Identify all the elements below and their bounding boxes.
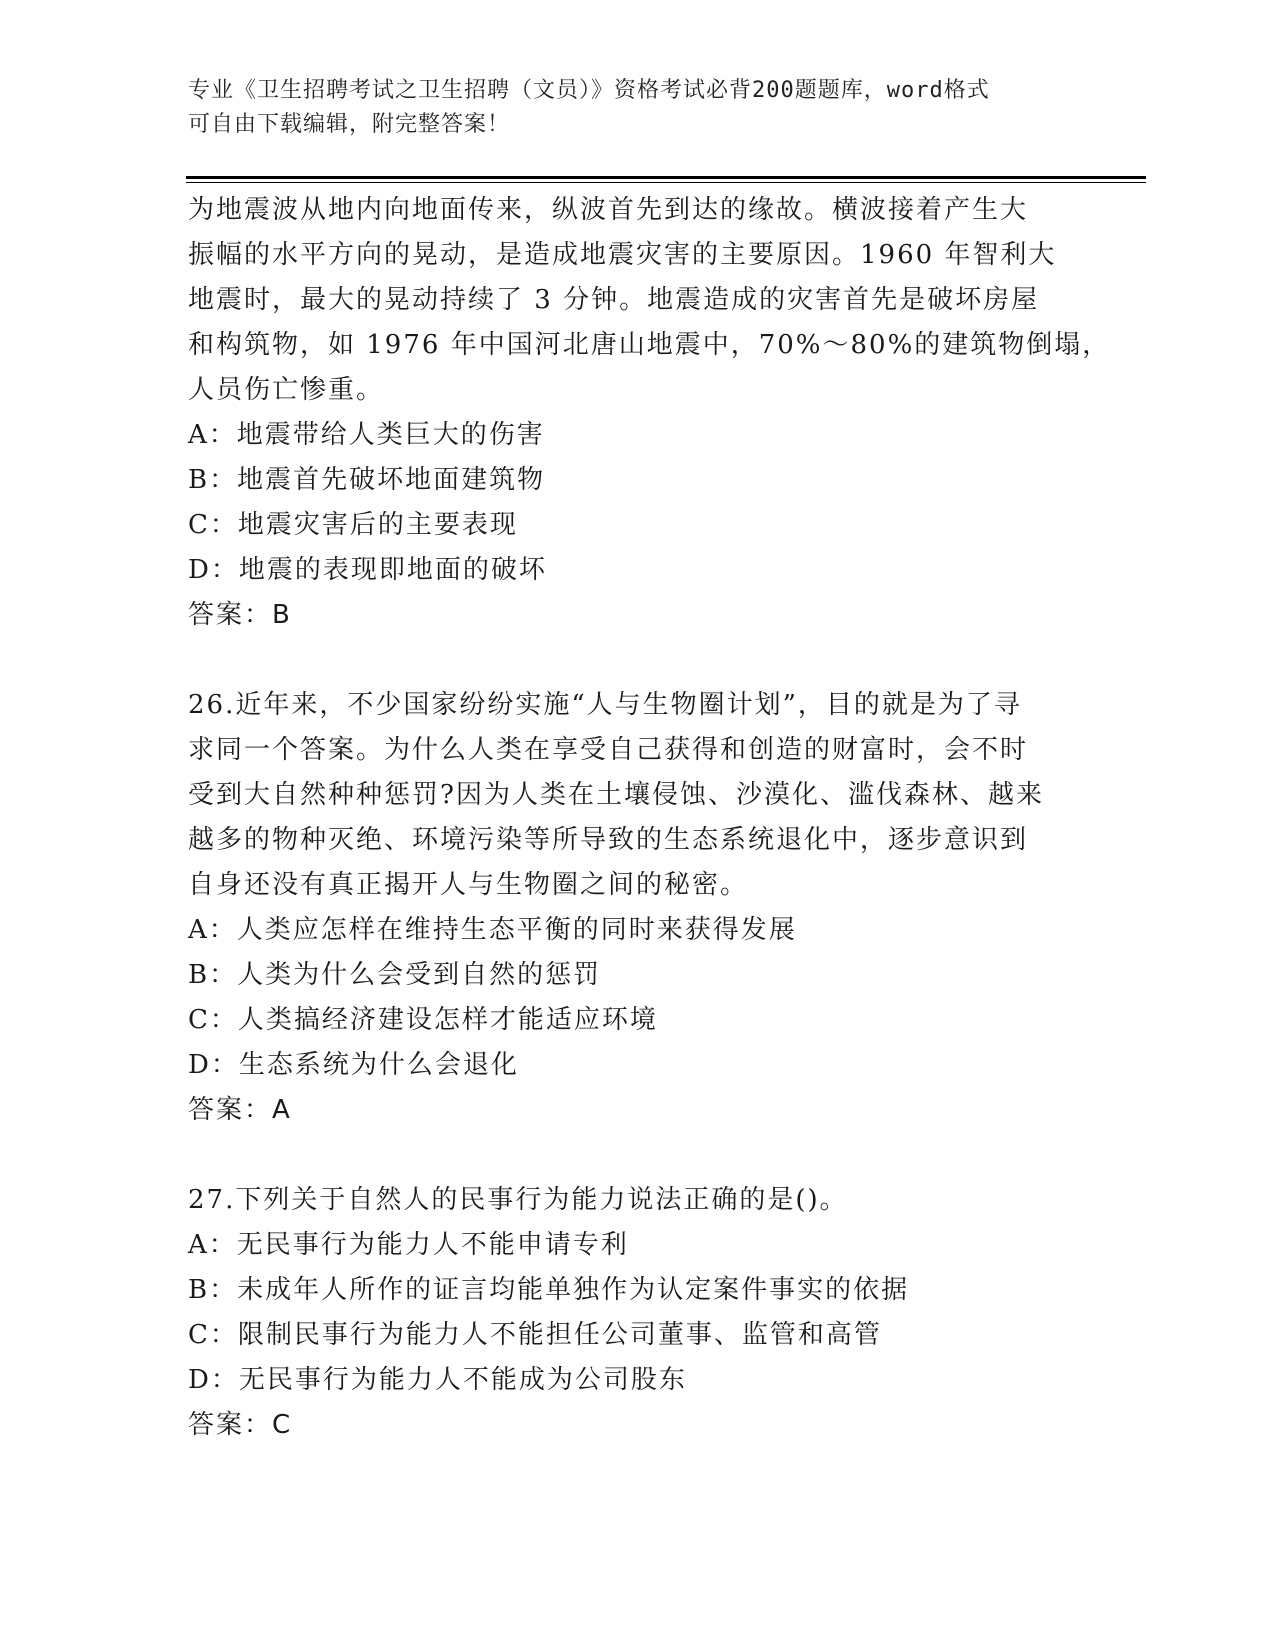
option-c: C：限制民事行为能力人不能担任公司董事、监管和高管 <box>188 1320 882 1350</box>
text-line: 振幅的水平方向的晃动，是造成地震灾害的主要原因。1960 年智利大 <box>188 240 1057 270</box>
header-line-1: 专业《卫生招聘考试之卫生招聘（文员）》资格考试必背200题题库，word格式 <box>188 78 990 103</box>
option-d: D：地震的表现即地面的破坏 <box>188 555 547 585</box>
text-line: 27.下列关于自然人的民事行为能力说法正确的是()。 <box>188 1185 848 1215</box>
question-27 <box>188 1178 1088 1448</box>
text-line: 人员伤亡惨重。 <box>188 375 385 405</box>
text-line: 26.近年来，不少国家纷纷实施“人与生物圈计划”，目的就是为了寻 <box>188 690 1022 720</box>
answer: 答案：C <box>188 1410 293 1440</box>
question-text <box>188 1178 1088 1223</box>
option-a: A：无民事行为能力人不能申请专利 <box>188 1230 629 1260</box>
document-header <box>188 74 1068 142</box>
option-a: A：人类应怎样在维持生态平衡的同时来获得发展 <box>188 915 797 945</box>
question-text <box>188 188 1111 413</box>
answer: 答案：A <box>188 1095 292 1125</box>
question-26 <box>188 683 1088 1133</box>
option-b: B：地震首先破坏地面建筑物 <box>188 465 546 495</box>
question-text <box>188 683 1088 908</box>
answer: 答案：B <box>188 600 292 630</box>
option-c: C：人类搞经济建设怎样才能适应环境 <box>188 1005 658 1035</box>
document-body <box>188 188 1111 1448</box>
option-d: D：无民事行为能力人不能成为公司股东 <box>188 1365 687 1395</box>
text-line: 自身还没有真正揭开人与生物圈之间的秘密。 <box>188 870 749 900</box>
spacer <box>188 638 1088 683</box>
text-line: 求同一个答案。为什么人类在享受自己获得和创造的财富时，会不时 <box>188 735 1029 765</box>
text-line: 受到大自然种种惩罚?因为人类在土壤侵蚀、沙漠化、滥伐森林、越来 <box>188 780 1044 810</box>
option-b: B：未成年人所作的证言均能单独作为认定案件事实的依据 <box>188 1275 910 1305</box>
spacer <box>188 1133 1088 1178</box>
header-divider-thin <box>186 182 1146 183</box>
header-line-2: 可自由下载编辑，附完整答案！ <box>188 112 511 137</box>
text-line: 越多的物种灭绝、环境污染等所导致的生态系统退化中，逐步意识到 <box>188 825 1029 855</box>
option-b: B：人类为什么会受到自然的惩罚 <box>188 960 602 990</box>
text-line: 地震时，最大的晃动持续了 3 分钟。地震造成的灾害首先是破坏房屋 <box>188 285 1040 315</box>
option-d: D：生态系统为什么会退化 <box>188 1050 519 1080</box>
option-a: A：地震带给人类巨大的伤害 <box>188 420 545 450</box>
text-line: 为地震波从地内向地面传来，纵波首先到达的缘故。横波接着产生大 <box>188 195 1029 225</box>
question-25 <box>188 188 1111 638</box>
option-c: C：地震灾害后的主要表现 <box>188 510 518 540</box>
header-divider-thick <box>186 176 1146 179</box>
text-line: 和构筑物，如 1976 年中国河北唐山地震中，70%～80%的建筑物倒塌， <box>188 330 1111 360</box>
